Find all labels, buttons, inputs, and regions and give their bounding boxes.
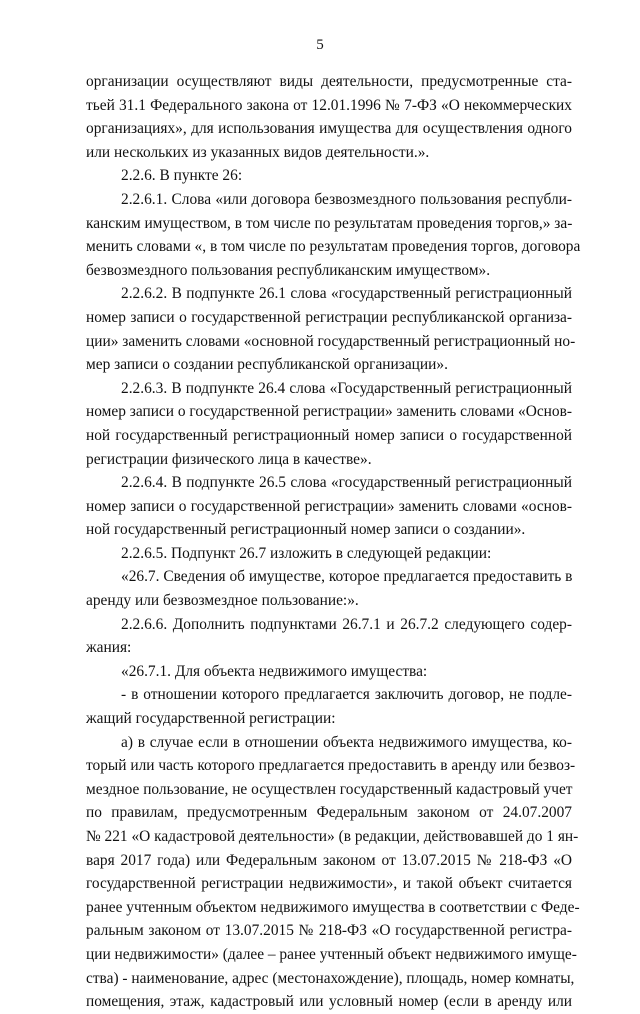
text-line: 2.2.6.3. В подпункте 26.4 слова «Государственный регистрационный: [121, 379, 572, 397]
text-line: государственной регистрации недвижимости», и такой объект считается: [86, 875, 572, 893]
text-line: «26.7.1. Для объекта недвижимого имущества:: [121, 662, 428, 680]
text-line: ной государственный регистрационный номер записи о государственной: [86, 426, 572, 444]
text-line: ции» заменить словами «основной государственный регистрационный но-: [86, 332, 576, 350]
text-line: номер записи о государственной регистрации» заменить словами «Основ-: [86, 403, 572, 421]
text-line: - в отношении которого предлагается заключить договор, не подле-: [121, 686, 572, 704]
text-line: а) в случае если в отношении объекта недвижимого имущества, ко-: [121, 733, 572, 751]
text-line: регистрации физического лица в качестве».: [86, 450, 372, 468]
text-line: ранее учтенным объектом недвижимого имущества в соответствии с Феде-: [86, 898, 580, 916]
text-line: ной государственный регистрационный номер записи о создании».: [86, 521, 526, 539]
text-line: ства) - наименование, адрес (местонахождение), площадь, номер комнаты,: [86, 969, 575, 987]
text-line: 2.2.6.6. Дополнить подпунктами 26.7.1 и 26.7.2 следующего содер-: [121, 615, 572, 633]
text-line: варя 2017 года) или Федеральным законом от 13.07.2015 № 218-ФЗ «О: [86, 851, 572, 869]
text-line: 2.2.6.1. Слова «или договора безвозмездного пользования республи-: [121, 190, 572, 208]
text-line: ции недвижимости» (далее – ранее учтенный объект недвижимого имуще-: [86, 945, 577, 963]
text-line: ральным законом от 13.07.2015 № 218-ФЗ «О государственной регистра-: [86, 922, 572, 940]
text-line: 2.2.6. В пункте 26:: [121, 167, 243, 185]
text-line: организациях», для использования имущества для осуществления одного: [86, 120, 572, 138]
document-body: [86, 70, 581, 1014]
text-line: № 221 «О кадастровой деятельности» (в редакции, действовавшей до 1 ян-: [86, 828, 579, 845]
text-line: номер записи о государственной регистрации» заменить словами «основ-: [86, 497, 572, 515]
text-line: или нескольких из указанных видов деятельности.».: [86, 143, 430, 161]
text-line: жания:: [86, 639, 132, 657]
text-line: 2.2.6.5. Подпункт 26.7 изложить в следующей редакции:: [121, 544, 492, 562]
text-line: по правилам, предусмотренным Федеральным законом от 24.07.2007: [86, 804, 572, 822]
text-line: канским имуществом, в том числе по результатам проведения торгов,» за-: [86, 214, 573, 232]
text-line: номер записи о государственной регистрации республиканской организа-: [86, 308, 572, 326]
text-line: мездное пользование, не осуществлен государственный кадастровый учет: [86, 780, 573, 798]
text-line: жащий государственной регистрации:: [86, 710, 336, 728]
text-line: торый или часть которого предлагается предоставить в аренду или безвоз-: [86, 757, 576, 775]
page-number: 5: [316, 37, 324, 53]
text-line: безвозмездного пользования республиканским имуществом».: [86, 261, 491, 279]
text-line: организации осуществляют виды деятельности, предусмотренные ста-: [86, 73, 572, 90]
text-line: тьей 31.1 Федерального закона от 12.01.1996 № 7-ФЗ «О некоммерческих: [86, 96, 572, 114]
text-line: 2.2.6.4. В подпункте 26.5 слова «государственный регистрационный: [121, 474, 572, 492]
text-line: менить словами «, в том числе по результатам проведения торгов, договора: [86, 238, 581, 256]
text-line: «26.7. Сведения об имуществе, которое предлагается предоставить в: [121, 568, 573, 586]
text-line: 2.2.6.2. В подпункте 26.1 слова «государственный регистрационный: [121, 285, 572, 303]
text-line: помещения, этаж, кадастровый или условный номер (если в аренду или: [86, 993, 572, 1011]
text-line: мер записи о создании республиканской организации».: [86, 356, 448, 374]
text-line: аренду или безвозмездное пользование:».: [86, 592, 359, 610]
